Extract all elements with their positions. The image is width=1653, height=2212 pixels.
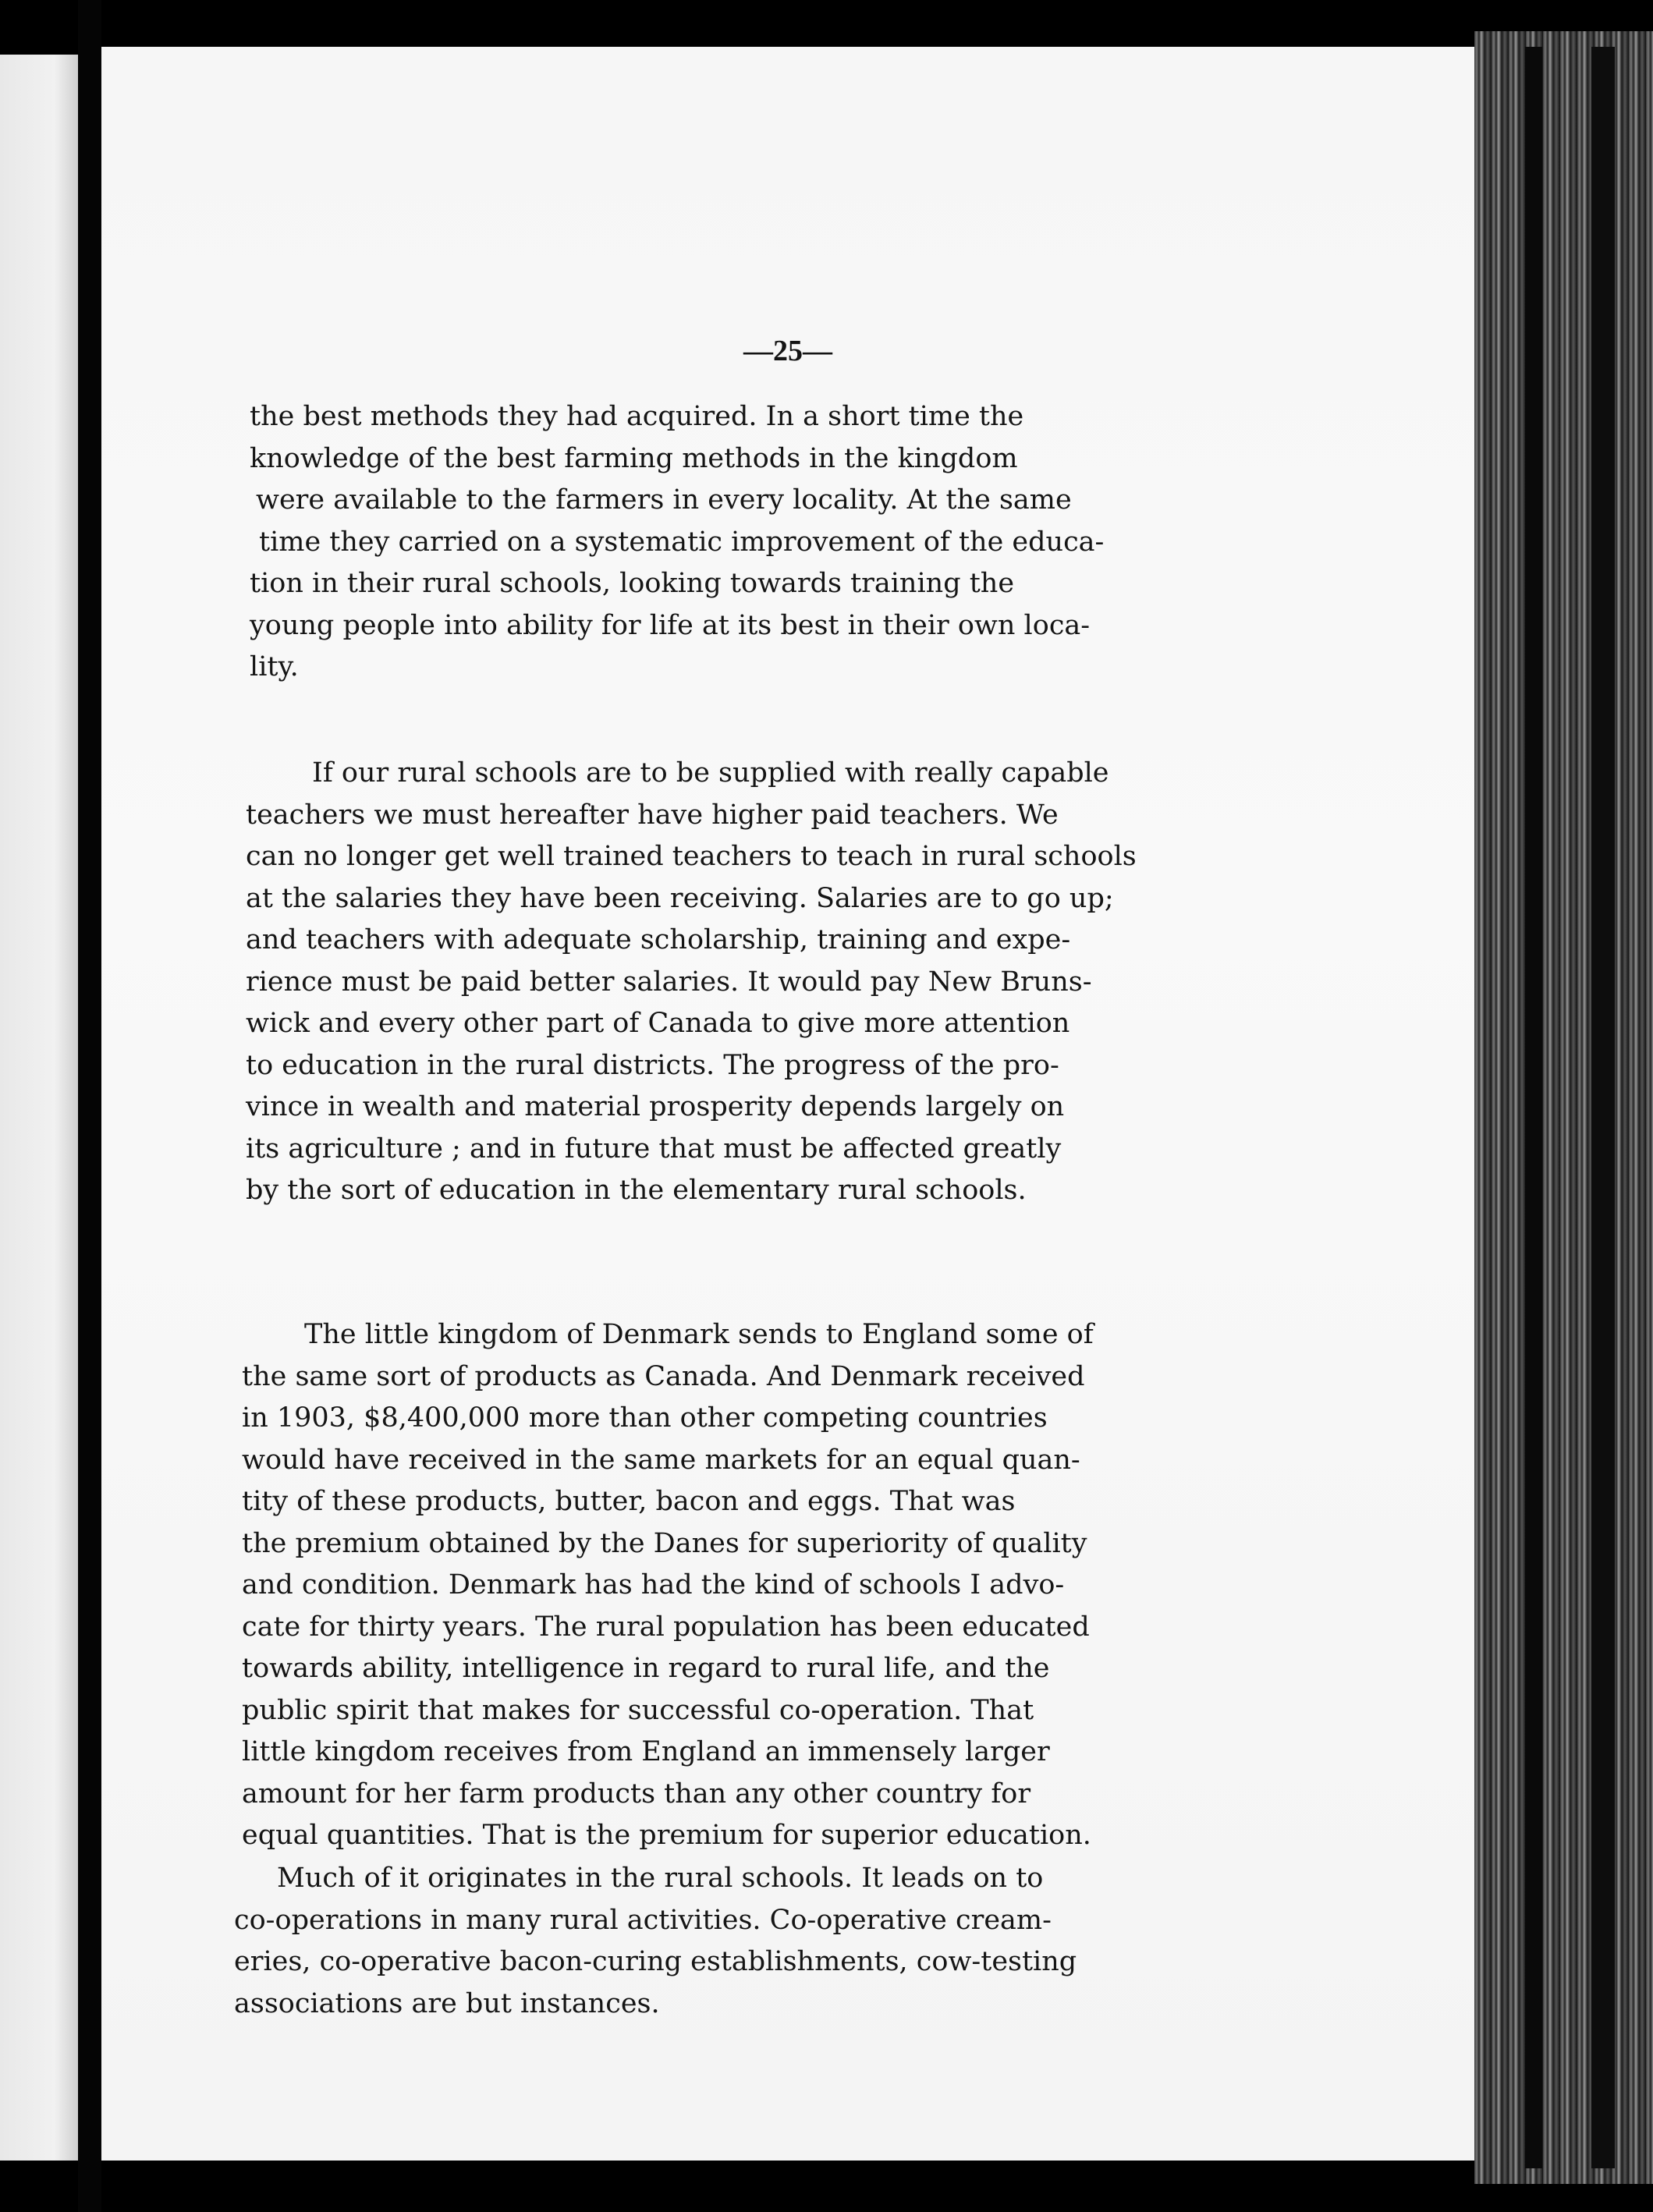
text-line: were available to the farmers in every locality. At the same [256, 484, 1072, 516]
book-page [101, 47, 1474, 2161]
previous-page-edge [0, 55, 78, 2161]
text-line: the same sort of products as Canada. And Denmark received [242, 1360, 1085, 1392]
text-line: to education in the rural districts. The progress of the pro- [246, 1049, 1059, 1081]
text-line: rience must be paid better salaries. It would pay New Bruns- [246, 966, 1092, 998]
text-line: young people into ability for life at its best in their own loca- [250, 609, 1091, 641]
text-line: associations are but instances. [234, 1987, 660, 2019]
text-line: tity of these products, butter, bacon and eggs. That was [242, 1486, 1016, 1517]
text-line: the premium obtained by the Danes for superiority of quality [242, 1527, 1087, 1559]
paragraph-3 [242, 1314, 1272, 1857]
text-line: If our rural schools are to be supplied with really capable [312, 757, 1109, 789]
text-line: public spirit that makes for successful co-operation. That [242, 1694, 1034, 1726]
page-edge-shadow [1591, 47, 1615, 2168]
text-line: and condition. Denmark has had the kind of schools I advo- [242, 1569, 1065, 1601]
text-line: at the salaries they have been receiving. Salaries are to go up; [246, 882, 1114, 914]
text-line: by the sort of education in the elementary rural schools. [246, 1175, 1027, 1206]
text-line: amount for her farm products than any other country for [242, 1778, 1031, 1810]
text-line: little kingdom receives from England an immensely larger [242, 1736, 1050, 1767]
text-line: would have received in the same markets for an equal quan- [242, 1444, 1080, 1476]
text-line: tion in their rural schools, looking towards training the [250, 568, 1015, 599]
page-edge-shadow [1525, 47, 1542, 2168]
text-line: cate for thirty years. The rural population has been educated [242, 1611, 1090, 1643]
text-line: co-operations in many rural activities. Co-operative cream- [234, 1904, 1052, 1936]
text-line: time they carried on a systematic improvement of the educa- [259, 526, 1105, 558]
text-line: teachers we must hereafter have higher paid teachers. We [246, 799, 1059, 831]
book-gutter [78, 0, 101, 2212]
paragraph-2 [246, 753, 1275, 1212]
text-line: can no longer get well trained teachers to teach in rural schools [246, 841, 1137, 872]
text-line: towards ability, intelligence in regard to rural life, and the [242, 1653, 1050, 1684]
text-line: the best methods they had acquired. In a short time the [250, 401, 1024, 432]
stacked-page-edges [1474, 31, 1653, 2184]
text-line: Much of it originates in the rural schools. It leads on to [277, 1863, 1044, 1894]
page-number: —25— [743, 335, 832, 367]
text-line: wick and every other part of Canada to give more attention [246, 1008, 1070, 1039]
text-line: The little kingdom of Denmark sends to England some of [304, 1319, 1094, 1350]
text-line: in 1903, $8,400,000 more than other competing countries [242, 1402, 1048, 1434]
text-line: knowledge of the best farming methods in the kingdom [250, 442, 1018, 474]
text-line: eries, co-operative bacon-curing establishments, cow-testing [234, 1946, 1077, 1977]
text-line: vince in wealth and material prosperity depends largely on [246, 1091, 1065, 1122]
text-line: lity. [250, 651, 299, 682]
paragraph-4 [234, 1858, 1272, 2025]
text-line: its agriculture ; and in future that must be affected greatly [246, 1133, 1062, 1164]
paragraph-1 [250, 396, 1264, 689]
text-line: and teachers with adequate scholarship, training and expe- [246, 924, 1071, 955]
text-line: equal quantities. That is the premium for superior education. [242, 1820, 1091, 1851]
